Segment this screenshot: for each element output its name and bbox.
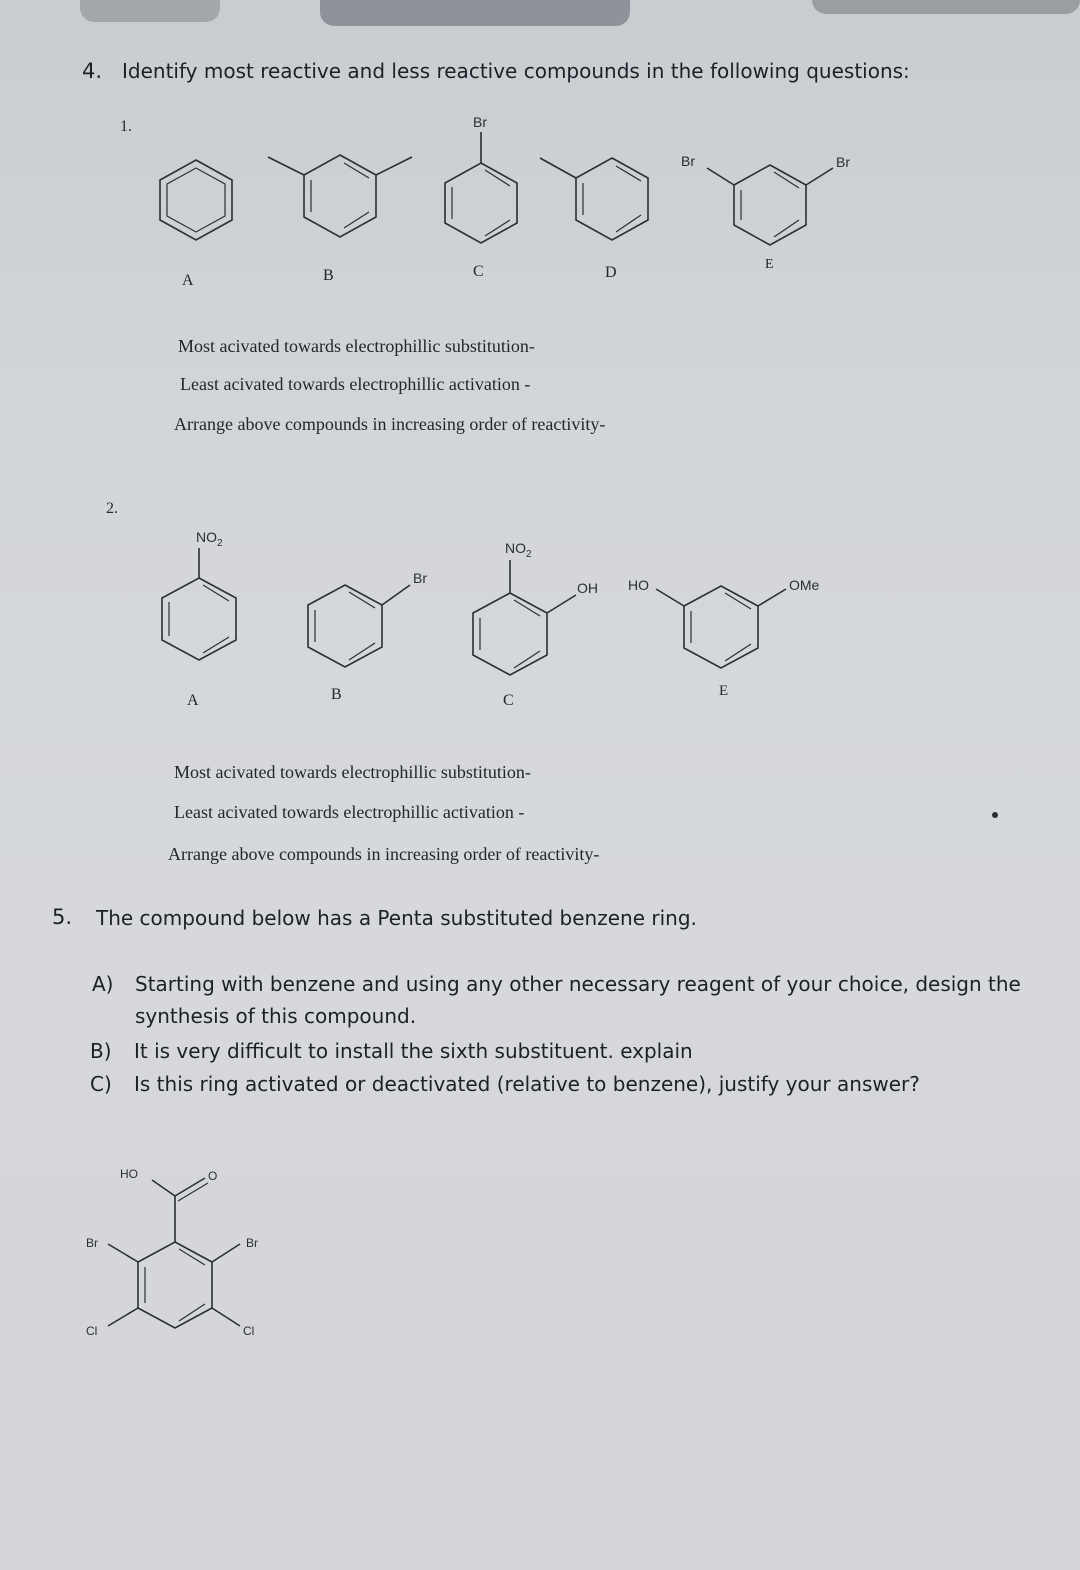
dibromobenzene-structure	[681, 153, 850, 245]
substituent-no2: $NO_2$	[505, 540, 532, 560]
option-c-letter: C)	[90, 1072, 112, 1096]
bromobenzene-structure	[308, 570, 427, 667]
prompt-most-activated: Most acivated towards electrophillic substitution-	[174, 762, 531, 782]
substituent-br: Br	[473, 114, 487, 130]
compound-label: D	[605, 264, 617, 281]
option-c-text: Is this ring activated or deactivated (relative to benzene), justify your answer?	[134, 1072, 920, 1096]
toluene-structure	[540, 158, 648, 240]
option-a-text: Starting with benzene and using any other necessary reagent of your choice, design the	[135, 972, 1021, 996]
penta-substituted-benzoic-acid-structure	[86, 1167, 258, 1338]
compound-label: B	[323, 267, 334, 284]
substituent-br: Br	[413, 570, 427, 586]
nitrobenzene-structure	[162, 529, 236, 660]
stray-dot	[992, 812, 998, 818]
compound-label: A	[187, 692, 199, 709]
nitrophenol-structure	[473, 540, 598, 675]
prompt-arrange-order: Arrange above compounds in increasing order of reactivity-	[168, 844, 600, 864]
bromobenzene-structure	[445, 114, 517, 243]
substituent-ho: HO	[120, 1167, 138, 1181]
substituent-cl: Cl	[86, 1324, 98, 1338]
substituent-br: Br	[836, 154, 850, 170]
option-b-text: It is very difficult to install the sixth substituent. explain	[134, 1039, 693, 1063]
substituent-br: Br	[246, 1236, 258, 1250]
substituent-br: Br	[86, 1236, 98, 1250]
substituent-ho: HO	[628, 577, 649, 593]
m-xylene-structure	[268, 155, 412, 237]
set-2-number: 2.	[106, 500, 118, 517]
set-1-number: 1.	[120, 118, 132, 135]
compound-label: E	[765, 257, 774, 272]
option-a-text-line2: synthesis of this compound.	[135, 1004, 417, 1028]
prompt-most-activated: Most acivated towards electrophillic substitution-	[178, 336, 535, 356]
compound-label: C	[503, 692, 514, 709]
question-4-text: Identify most reactive and less reactive compounds in the following questions:	[122, 59, 910, 83]
question-4-number: 4.	[82, 59, 103, 83]
question-5-text: The compound below has a Penta substituted benzene ring.	[96, 906, 697, 930]
prompt-least-activated: Least acivated towards electrophillic activation -	[174, 802, 525, 822]
compound-label: C	[473, 263, 484, 280]
benzene-structure	[160, 160, 232, 240]
methoxyphenol-structure	[628, 577, 820, 668]
question-5-number: 5.	[52, 905, 73, 929]
prompt-arrange-order: Arrange above compounds in increasing order of reactivity-	[174, 414, 606, 434]
substituent-oh: OH	[577, 580, 598, 596]
substituent-ome: OMe	[789, 577, 820, 593]
compound-label: B	[331, 686, 342, 703]
option-b-letter: B)	[90, 1039, 112, 1063]
substituent-no2: $NO_2$	[196, 529, 223, 549]
option-a-letter: A)	[92, 972, 114, 996]
substituent-o: O	[208, 1169, 218, 1183]
substituent-br: Br	[681, 153, 695, 169]
compound-label: E	[719, 683, 729, 699]
compound-label: A	[182, 272, 194, 289]
substituent-cl: Cl	[243, 1324, 255, 1338]
prompt-least-activated: Least acivated towards electrophillic activation -	[180, 374, 531, 394]
